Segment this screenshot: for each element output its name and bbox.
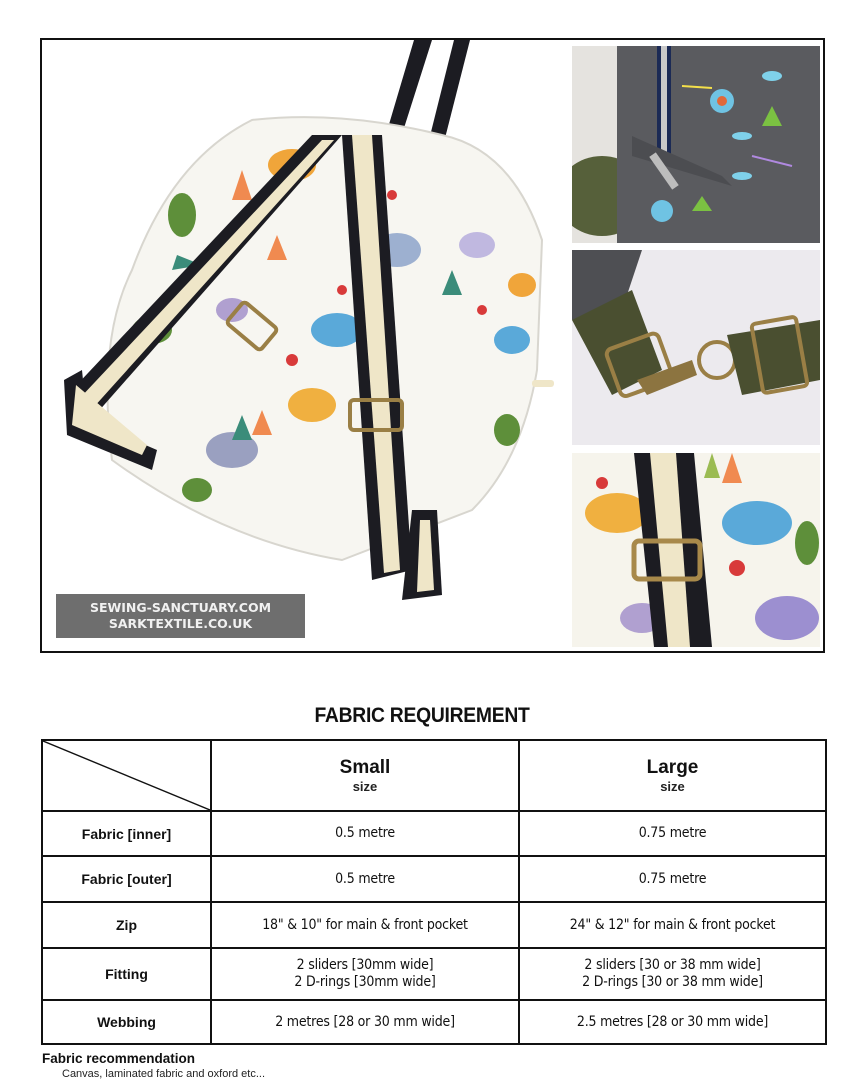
- backpack-illustration: [42, 40, 567, 651]
- corner-cell: [42, 740, 211, 811]
- watermark-line-2: SARKTEXTILE.CO.UK: [108, 616, 253, 631]
- fabric-requirement-table: [41, 739, 827, 1045]
- table-header-row: [42, 740, 826, 811]
- cell-line: 0.75 metre: [638, 825, 707, 841]
- cell-small: [211, 948, 519, 1000]
- watermark-badge: [56, 594, 305, 638]
- table-row-fabric-inner: [42, 811, 826, 856]
- row-label: Fabric [outer]: [42, 856, 211, 902]
- recommendation-body: Canvas, laminated fabric and oxford etc...: [62, 1068, 265, 1080]
- cell-large: [519, 1000, 826, 1044]
- zip-pocket-illustration: [572, 46, 820, 243]
- column-header-label: Small: [339, 757, 391, 778]
- thumbnail-swivel-clip: [572, 250, 820, 445]
- cell-line: 0.5 metre: [335, 825, 395, 841]
- thumbnail-zip-pocket: [572, 46, 820, 243]
- strap-slider-illustration: [572, 453, 820, 647]
- watermark-line-1: SEWING-SANCTUARY.COM: [89, 600, 272, 615]
- row-label: Fabric [inner]: [42, 811, 211, 856]
- column-header-sub: size: [352, 779, 378, 794]
- cell-large: [519, 811, 826, 856]
- photo-collage: [40, 38, 825, 653]
- page-title: FABRIC REQUIREMENT: [314, 704, 530, 727]
- cell-line: 2 D-rings [30 or 38 mm wide]: [582, 974, 763, 990]
- table-row-fitting: [42, 948, 826, 1000]
- cell-line: 2 D-rings [30mm wide]: [294, 974, 436, 990]
- cell-line: 2.5 metres [28 or 30 mm wide]: [576, 1013, 769, 1030]
- recommendation-title: Fabric recommendation: [42, 1051, 196, 1066]
- cell-small: [211, 1000, 519, 1044]
- cell-large: [519, 948, 826, 1000]
- cell-line: 2 sliders [30mm wide]: [296, 957, 434, 973]
- table-row-zip: [42, 902, 826, 948]
- cell-large: [519, 902, 826, 948]
- cell-line: 24" & 12" for main & front pocket: [569, 916, 776, 933]
- thumbnail-strap-slider: [572, 453, 820, 647]
- main-backpack-photo: [42, 40, 567, 651]
- table-row-webbing: [42, 1000, 826, 1044]
- cell-large: [519, 856, 826, 902]
- table-row-fabric-outer: [42, 856, 826, 902]
- cell-line: 2 sliders [30 or 38 mm wide]: [584, 957, 761, 973]
- cell-line: 2 metres [28 or 30 mm wide]: [275, 1013, 455, 1030]
- row-label: Webbing: [42, 1000, 211, 1044]
- cell-small: [211, 856, 519, 902]
- cell-line: 18" & 10" for main & front pocket: [262, 916, 468, 933]
- row-label: Zip: [42, 902, 211, 948]
- cell-line: 0.75 metre: [638, 870, 707, 887]
- cell-small: [211, 811, 519, 856]
- column-header-sub: size: [660, 779, 685, 794]
- column-header-label: Large: [646, 757, 699, 778]
- cell-line: 0.5 metre: [335, 870, 395, 887]
- swivel-clip-illustration: [572, 250, 820, 445]
- cell-small: [211, 902, 519, 948]
- column-header-large: [519, 740, 826, 811]
- diagonal-divider-icon: [43, 741, 210, 810]
- row-label: Fitting: [42, 948, 211, 1000]
- column-header-small: [211, 740, 519, 811]
